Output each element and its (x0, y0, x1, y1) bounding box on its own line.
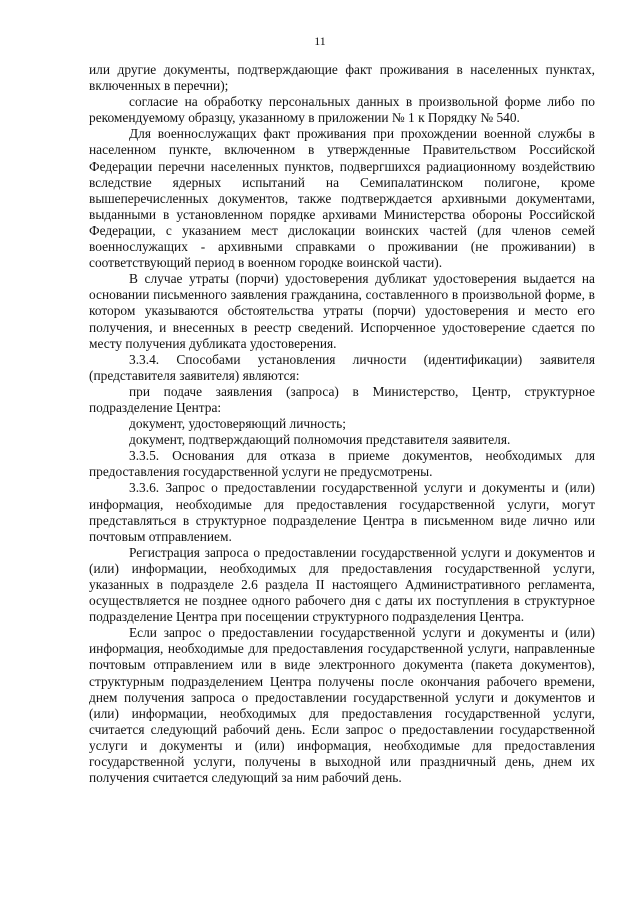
paragraph-registration: Регистрация запроса о предоставлении государственной услуги и документов и (или) информации, необходимых для предоставления государственной услуги, указанных в подразделе 2.6 раздела II настоящего Административного регламента, осуществляется не позднее одного рабочего дня с даты их поступления в структурное подразделение Центра при посещении структурного подразделения Центра. (89, 544, 595, 625)
paragraph-duplicate-certificate: В случае утраты (порчи) удостоверения дубликат удостоверения выдается на основании письменного заявления гражданина, составленного в произвольной форме, в котором указываются обстоятельства утраты (порчи) удостоверения и место его получения, и внесенных в реестр сведений. Испорченное удостоверение сдается по месту получения дубликата удостоверения. (89, 271, 595, 351)
paragraph-identity-document: документ, удостоверяющий личность; (129, 416, 346, 432)
paragraph-after-hours: Если запрос о предоставлении государственной услуги и документы и (или) информация, необходимые для предоставления государственной услуги, направленные почтовым отправлением или в виде электронного документа (пакета документов), структурным подразделением Центра получены после окончания рабочего времени, днем получения запроса о предоставлении государственной услуги и документов и (или) информации, необходимых для предоставления государственной услуги, считается следующий рабочий день. Если запрос о предоставлении государственной услуги и документы и (или) информация, необходимые для предоставления государственной услуги, получены в выходной или праздничный день, днем их получения считается следующий за ним рабочий день. (89, 625, 595, 786)
paragraph-consent: согласие на обработку персональных данных в произвольной форме либо по рекомендуемому образцу, указанному в приложении № 1 к Порядку № 540. (89, 94, 595, 126)
paragraph-military-residence: Для военнослужащих факт проживания при прохождении военной службы в населенном пункте, включенном в утвержденные Правительством Российской Федерации перечни населенных пунктов, подвергшихся радиационному воздействию вследствие ядерных испытаний на Семипалатинском полигоне, кроме вышеперечисленных документов, также подтверждается архивными документами, выданными в установленном порядке архивами Министерства обороны Российской Федерации, с указанием мест дислокации воинских частей (для членов семей военнослужащих - архивными справками о проживании (не проживании) в соответствующий период в военном городке воинской части). (89, 126, 595, 271)
paragraph-3-3-4: 3.3.4. Способами установления личности (идентификации) заявителя (представителя заявителя) являются: (89, 351, 595, 383)
paragraph-3-3-5: 3.3.5. Основания для отказа в приеме документов, необходимых для предоставления государственной услуги не предусмотрены. (89, 448, 595, 480)
paragraph-continuation: или другие документы, подтверждающие факт проживания в населенных пунктах, включенных в перечни); (89, 62, 595, 94)
paragraph-3-3-6: 3.3.6. Запрос о предоставлении государственной услуги и документы и (или) информация, необходимые для предоставления государственной услуги, могут представляться в структурное подразделение Центра в письменном виде лично или почтовым отправлением. (89, 480, 595, 544)
paragraph-authority-document: документ, подтверждающий полномочия представителя заявителя. (129, 432, 511, 448)
page-number: 11 (314, 34, 326, 48)
document-body (89, 62, 595, 786)
paragraph-submission: при подаче заявления (запроса) в Министерство, Центр, структурное подразделение Центра: (89, 383, 595, 415)
